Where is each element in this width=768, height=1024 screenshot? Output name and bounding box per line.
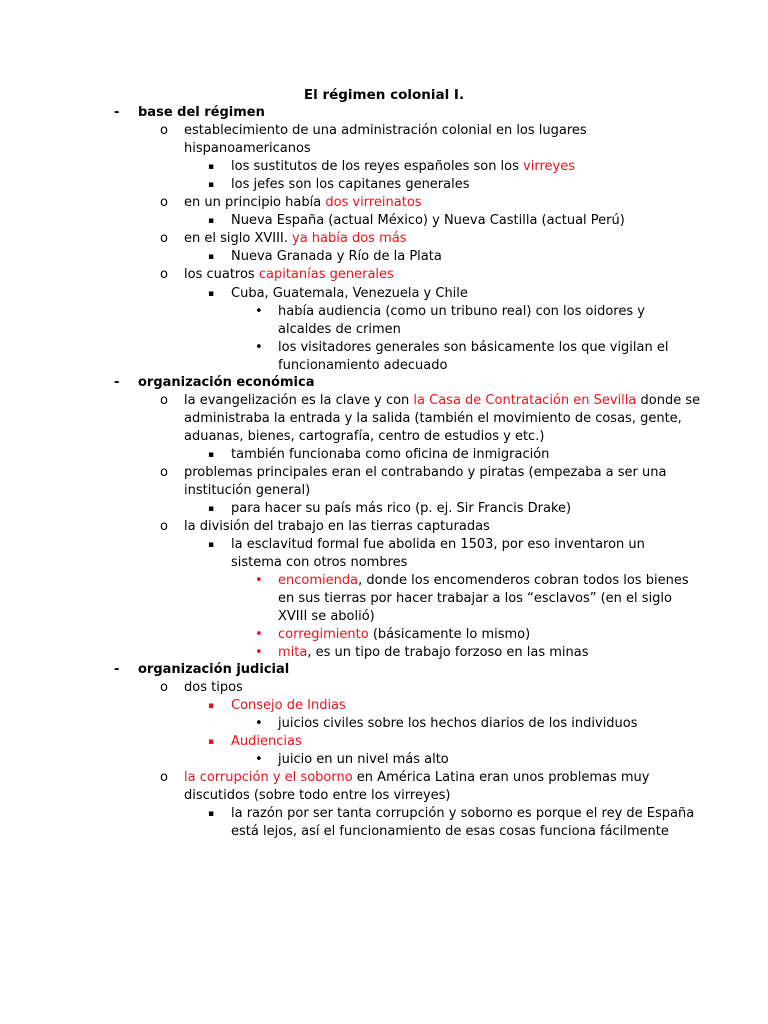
highlight-text: la corrupción y el soborno [184, 770, 353, 785]
circle-bullet: o [160, 267, 168, 282]
highlight-text: corregimiento [278, 627, 369, 642]
highlight-text: encomienda [278, 573, 359, 588]
square-bullet: ▪ [208, 162, 215, 172]
list-item-text: en un principio había dos virreinatos [184, 195, 422, 210]
list-item-text: aduanas, bienes, cartografía, centro de estudios y etc.) [184, 429, 545, 444]
square-bullet: ▪ [208, 180, 215, 190]
list-item-text: para hacer su país más rico (p. ej. Sir Francis Drake) [231, 501, 572, 516]
section-heading-base: base del régimen [138, 105, 265, 120]
square-bullet: ▪ [208, 701, 215, 711]
list-item-text: Nueva Granada y Río de la Plata [231, 249, 442, 264]
list-item-text: Consejo de Indias [231, 698, 346, 713]
list-item-text: los sustitutos de los reyes españoles son los virreyes [231, 159, 575, 174]
list-item-text: está lejos, así el funcionamiento de esas cosas funciona fácilmente [231, 824, 669, 839]
list-item-text: administraba la entrada y la salida (también el movimiento de cosas, gente, [184, 411, 682, 426]
dash-bullet: - [114, 375, 120, 390]
square-bullet: ▪ [208, 252, 215, 262]
list-item-text: encomienda, donde los encomenderos cobran todos los bienes [278, 573, 689, 588]
dot-bullet: • [255, 573, 263, 588]
list-item-text: dos tipos [184, 680, 243, 695]
circle-bullet: o [160, 231, 168, 246]
list-item-text: XVIII se abolió) [278, 609, 375, 624]
square-bullet: ▪ [208, 809, 215, 819]
highlight-text: ya había dos más [292, 231, 407, 246]
list-item-text: la esclavitud formal fue abolida en 1503, por eso inventaron un [231, 537, 645, 552]
dot-bullet: • [255, 304, 263, 319]
list-item-text: juicio en un nivel más alto [278, 752, 449, 767]
section-heading-economica: organización económica [138, 375, 315, 390]
list-item-text: los cuatros capitanías generales [184, 267, 394, 282]
square-bullet: ▪ [208, 216, 215, 226]
list-item-text: corregimiento (básicamente lo mismo) [278, 627, 531, 642]
list-item-text: en sus tierras por hacer trabajar a los “esclavos” (en el siglo [278, 591, 672, 606]
list-item-text: la razón por ser tanta corrupción y soborno es porque el rey de España [231, 806, 695, 821]
list-item-text: establecimiento de una administración colonial en los lugares [184, 123, 587, 138]
list-item-text: también funcionaba como oficina de inmigración [231, 447, 550, 462]
list-item-text: institución general) [184, 483, 311, 498]
list-item-text: mita, es un tipo de trabajo forzoso en las minas [278, 645, 589, 660]
highlight-text: la Casa de Contratación en Sevilla [413, 393, 637, 408]
square-bullet: ▪ [208, 504, 215, 514]
document-title: El régimen colonial I. [303, 87, 465, 103]
list-item-text: alcaldes de crimen [278, 322, 401, 337]
list-item-text: discutidos (sobre todo entre los virreyes) [184, 788, 451, 803]
highlight-text: capitanías generales [258, 267, 394, 282]
list-item-text: juicios civiles sobre los hechos diarios de los individuos [278, 716, 638, 731]
dot-bullet: • [255, 340, 263, 355]
list-item-text: los jefes son los capitanes generales [231, 177, 470, 192]
dash-bullet: - [114, 662, 120, 677]
list-item-text: los visitadores generales son básicamente los que vigilan el [278, 340, 669, 355]
dot-bullet: • [255, 716, 263, 731]
square-bullet: ▪ [208, 540, 215, 550]
list-item-text: sistema con otros nombres [231, 555, 408, 570]
list-item-text: Nueva España (actual México) y Nueva Castilla (actual Perú) [231, 213, 625, 228]
dash-bullet: - [114, 105, 120, 120]
dot-bullet: • [255, 627, 263, 642]
list-item-text: había audiencia (como un tribuno real) con los oidores y [278, 304, 645, 319]
circle-bullet: o [160, 393, 168, 408]
circle-bullet: o [160, 680, 168, 695]
list-item-text: Audiencias [231, 734, 302, 749]
highlight-text: virreyes [523, 159, 575, 174]
list-item-text: en el siglo XVIII. ya había dos más [184, 231, 407, 246]
circle-bullet: o [160, 123, 168, 138]
list-item-text: problemas principales eran el contrabando y piratas (empezaba a ser una [184, 465, 667, 480]
list-item-text: hispanoamericanos [184, 141, 311, 156]
circle-bullet: o [160, 465, 168, 480]
list-item-text: la corrupción y el soborno en América Latina eran unos problemas muy [184, 770, 650, 785]
circle-bullet: o [160, 195, 168, 210]
circle-bullet: o [160, 519, 168, 534]
dot-bullet: • [255, 645, 263, 660]
highlight-text: dos virreinatos [325, 195, 422, 210]
dot-bullet: • [255, 752, 263, 767]
list-item-text: Cuba, Guatemala, Venezuela y Chile [231, 286, 468, 301]
square-bullet: ▪ [208, 737, 215, 747]
list-item-text: la división del trabajo en las tierras capturadas [184, 519, 490, 534]
list-item-text: la evangelización es la clave y con la Casa de Contratación en Sevilla donde se [184, 393, 701, 408]
list-item-text: funcionamiento adecuado [278, 358, 448, 373]
highlight-text: mita [278, 645, 308, 660]
section-heading-judicial: organización judicial [138, 662, 290, 677]
square-bullet: ▪ [208, 289, 215, 299]
square-bullet: ▪ [208, 450, 215, 460]
circle-bullet: o [160, 770, 168, 785]
